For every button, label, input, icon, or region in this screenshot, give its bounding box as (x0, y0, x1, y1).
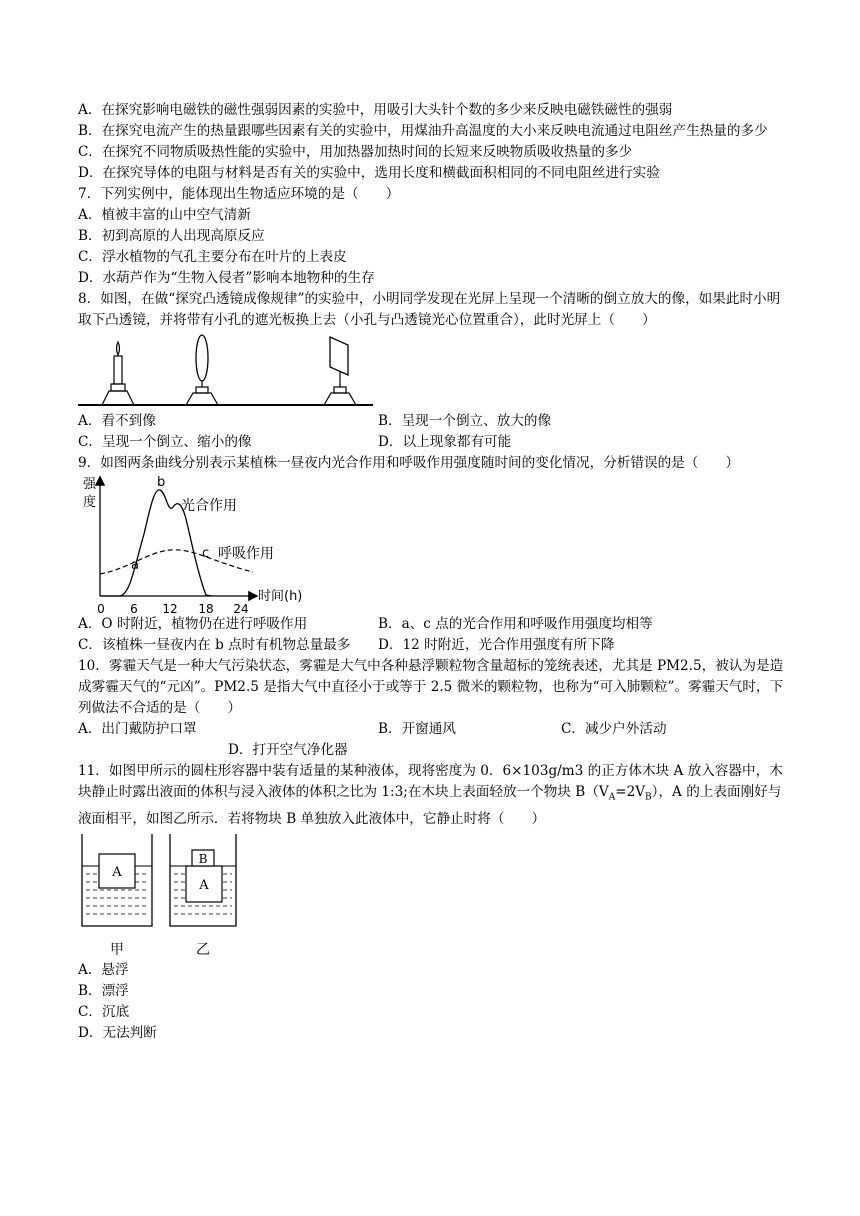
point-c-label: c (202, 546, 210, 561)
block-a-label-yi: A (199, 877, 209, 893)
q10-option-d: D．打开空气净化器 (228, 742, 348, 758)
q9-option-c: C．该植株一昼夜内在 b 点时有机物总量最多 (78, 637, 351, 653)
q9-option-a: A．O 时附近，植物仍在进行呼吸作用 (78, 616, 308, 632)
q9-stem: 9．如图两条曲线分别表示某植株一昼夜内光合作用和呼吸作用强度随时间的变化情况，分析错误的是（ ） (78, 455, 740, 471)
figure-yi-label: 乙 (196, 941, 210, 958)
figure-jia-label: 甲 (110, 941, 124, 958)
exam-page (78, 100, 788, 1044)
q8-option-c: C．呈现一个倒立、缩小的像 (78, 434, 252, 450)
lens-experiment-figure (78, 331, 378, 411)
x-tick-24: 24 (233, 602, 249, 614)
block-b-label: B (198, 851, 208, 866)
q6-option-a: A．在探究影响电磁铁的磁性强弱因素的实验中，用吸引大头针个数的多少来反映电磁铁磁性的强弱 (78, 102, 673, 118)
q6-option-b: B．在探究电流产生的热量跟哪些因素有关的实验中，用煤油升高温度的大小来反映电流通过电阻丝产生热量的多少 (78, 123, 768, 139)
candle-icon (102, 342, 134, 405)
q10-option-c: C．减少户外活动 (561, 721, 667, 737)
q9-option-b: B．a、c 点的光合作用和呼吸作用强度均相等 (378, 616, 653, 632)
q10-option-a: A．出门戴防护口罩 (78, 721, 197, 737)
x-tick-6: 6 (130, 602, 138, 614)
q11-stem: 11．如图甲所示的圆柱形容器中装有适量的某种液体，现将密度为 0．6×103g/m3 的正方体木块 A 放入容器中，木块静止时露出液面的体积与浸入液体的体积之比为 1:3;在木块上表面轻放一个物块 $B(V_A=2V_B)$，A 的上表面刚好与液面相平，如图乙所示．若将物块 B 单独放入此液体中，它静止时将（ ） (78, 763, 783, 827)
light-screen-icon (324, 337, 356, 405)
q7-stem: 7．下列实例中，能体现出生物适应环境的是（ ） (78, 186, 400, 202)
q11-option-b: B．漂浮 (78, 982, 129, 999)
block-a-label-jia: A (112, 864, 122, 880)
q10-stem: 10．雾霾天气是一种大气污染状态，雾霾是大气中各种悬浮颗粒物含量超标的笼统表述，尤其是 PM2.5，被认为是造成雾霾天气的“元凶”。PM2.5 是指大气中直径小于或等于 2.5 微米的颗粒物，也称为“可入肺颗粒”。雾霾天气时，下列做法不合适的是（ ） (78, 658, 784, 716)
buoyancy-figure (78, 830, 258, 960)
x-axis-label: 时间(h) (258, 589, 303, 604)
container-yi (170, 834, 236, 926)
q11-option-a: A．悬浮 (78, 961, 129, 978)
x-tick-0: 0 (97, 602, 105, 614)
q11-option-d: D．无法判断 (78, 1024, 157, 1041)
photosynthesis-series-label: 光合作用 (181, 498, 237, 514)
q10-option-b: B．开窗通风 (378, 721, 456, 737)
x-tick-12: 12 (162, 602, 178, 614)
container-jia (82, 834, 152, 926)
x-tick-18: 18 (198, 602, 214, 614)
q6-option-c: C．在探究不同物质吸热性能的实验中，用加热器加热时间的长短来反映物质吸收热量的多少 (78, 144, 633, 160)
q7-option-b: B．初到高原的人出现高原反应 (78, 228, 265, 244)
q7-option-a: A．植被丰富的山中空气清新 (78, 207, 251, 223)
q7-option-d: D．水葫芦作为“生物入侵者”影响本地物种的生存 (78, 270, 375, 286)
respiration-series-label: 呼吸作用 (218, 546, 274, 562)
convex-lens-icon (186, 335, 218, 405)
point-a-label: a (131, 558, 139, 573)
q9-option-d: D．12 时附近，光合作用强度有所下降 (378, 637, 615, 653)
q11-option-c: C．沉底 (78, 1003, 130, 1020)
q7-option-c: C．浮水植物的气孔主要分布在叶片的上表皮 (78, 249, 347, 265)
y-axis-label-1: 强 (83, 477, 97, 492)
q6-option-d: D．在探究导体的电阻与材料是否有关的实验中，选用长度和横截面积相同的不同电阻丝进行实验 (78, 165, 660, 181)
photosynthesis-respiration-figure (78, 474, 318, 614)
q8-option-a: A．看不到像 (78, 413, 156, 429)
q8-stem: 8．如图，在做“探究凸透镜成像规律”的实验中，小明同学发现在光屏上呈现一个清晰的倒立放大的像，如果此时小明取下凸透镜，并将带有小孔的遮光板换上去（小孔与凸透镜光心位置重合），此时光屏上（ ） (78, 291, 781, 328)
q8-option-d: D．以上现象都有可能 (378, 434, 512, 450)
q8-option-b: B．呈现一个倒立、放大的像 (378, 413, 552, 429)
point-b-label: b (157, 475, 166, 490)
y-axis-label-2: 度 (83, 495, 97, 510)
